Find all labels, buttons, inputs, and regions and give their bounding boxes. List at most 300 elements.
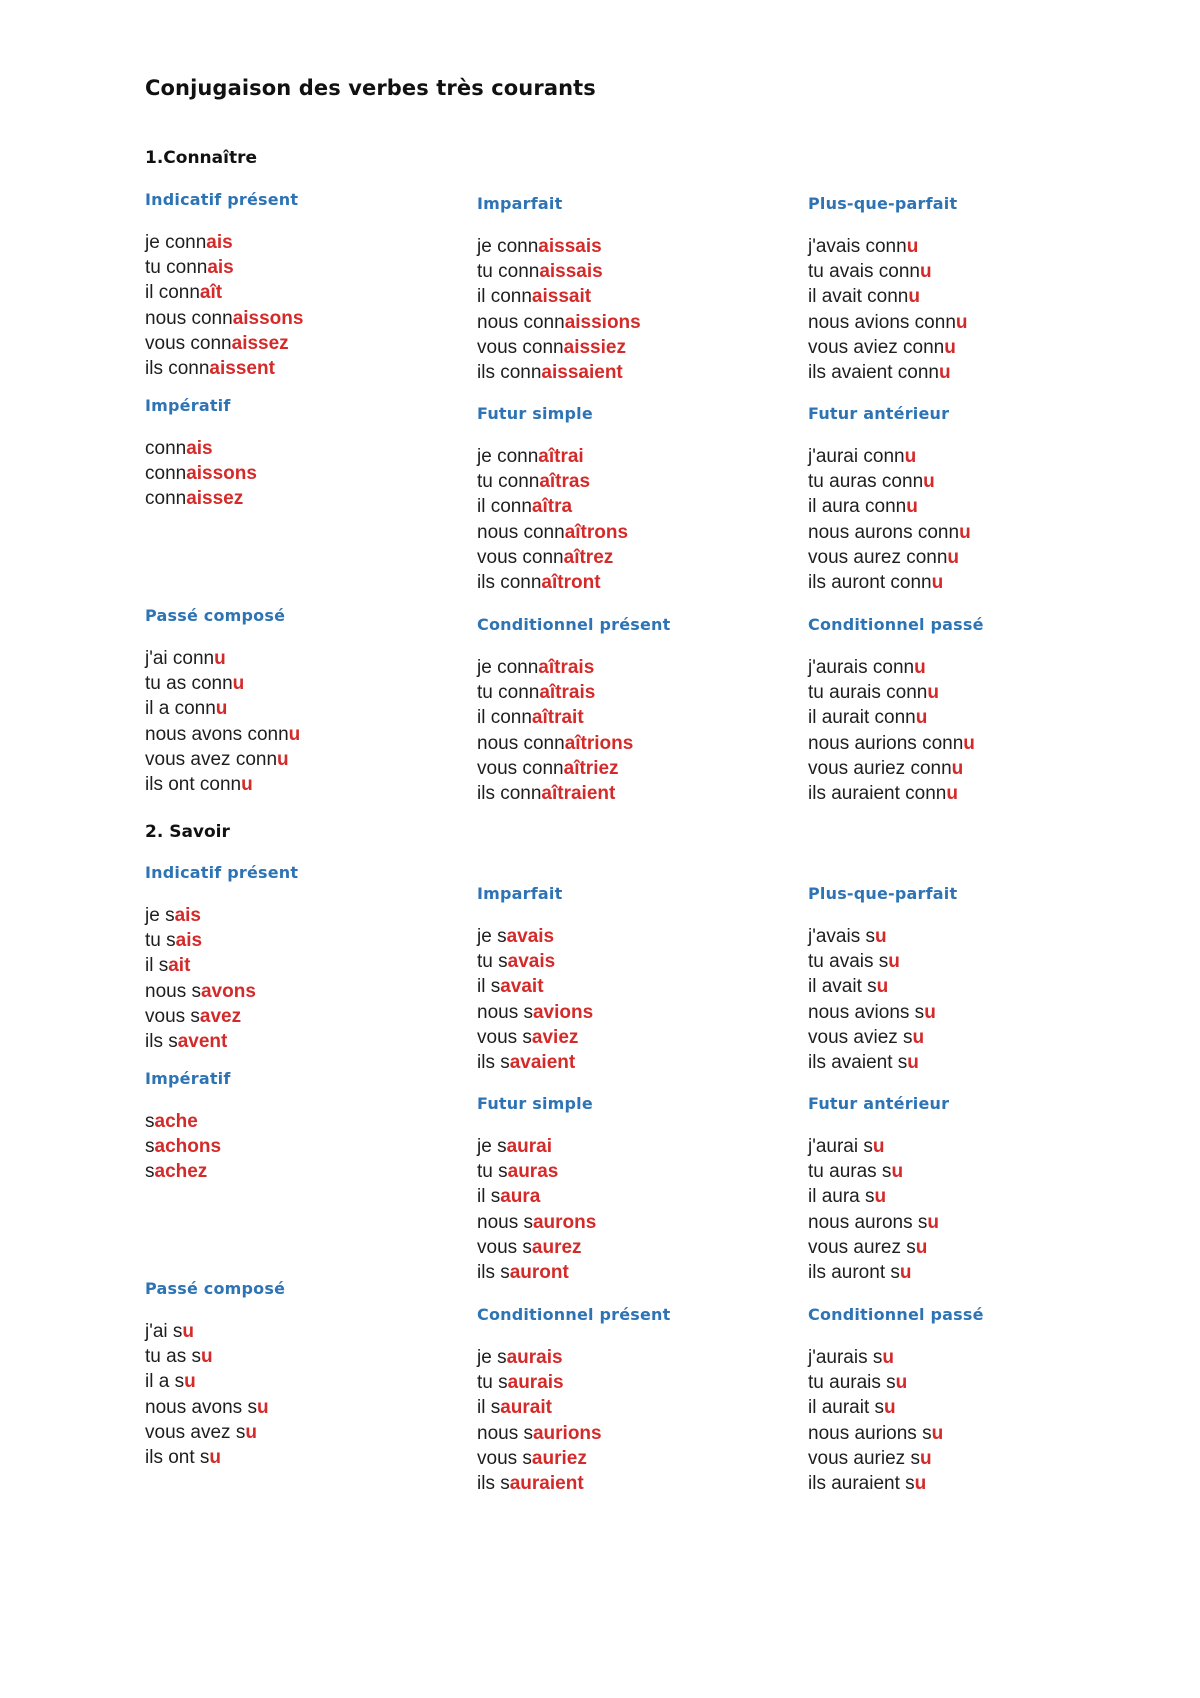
verb-ending: achez — [154, 1161, 208, 1183]
verb-stem: il aura conn — [808, 496, 907, 518]
conjugation-line — [477, 284, 777, 309]
verb-stem: nous avions conn — [808, 311, 956, 333]
verb-ending: aîtriez — [563, 757, 619, 779]
verb-ending: u — [884, 1397, 896, 1419]
verb-stem: nous conn — [477, 732, 565, 754]
verb-heading: 1.Connaître — [145, 148, 257, 168]
verb-stem: nous conn — [477, 311, 565, 333]
verb-stem: vous avez s — [145, 1421, 246, 1443]
verb-ending: avais — [506, 926, 555, 947]
verb-ending: u — [955, 311, 968, 333]
verb-ending: aissez — [231, 332, 289, 354]
verb-stem: vous auriez s — [808, 1447, 920, 1469]
verb-ending: u — [927, 1211, 939, 1233]
verb-stem: j'aurai s — [808, 1136, 873, 1157]
conjugation-line — [145, 671, 445, 696]
conjugation-line — [145, 747, 445, 772]
verb-ending: aurai — [506, 1136, 552, 1157]
tense-block-futur-anterieur — [808, 1092, 1108, 1285]
tense-heading: Conditionnel passé — [808, 615, 984, 634]
verb-stem: je conn — [477, 446, 539, 467]
verb-ending: aît — [199, 282, 223, 304]
verb-stem: il aura s — [808, 1186, 875, 1208]
conjugation-line — [808, 310, 1108, 335]
conjugation-line — [145, 1109, 445, 1134]
verb-ending: u — [882, 1347, 894, 1368]
verb-ending: u — [241, 773, 253, 795]
conjugation-line — [808, 705, 1108, 730]
conjugation-line — [145, 953, 445, 978]
conjugation-line — [477, 259, 777, 284]
verb-stem: tu avais s — [808, 951, 889, 973]
tense-heading: Plus-que-parfait — [808, 884, 958, 903]
conjugation-line — [477, 545, 777, 570]
conjugation-line — [145, 436, 445, 461]
conjugation-list — [145, 230, 445, 381]
verb-ending: u — [915, 707, 928, 729]
tense-block-futur-simple — [477, 1092, 777, 1285]
tense-heading: Plus-que-parfait — [808, 194, 958, 213]
conjugation-line — [477, 1345, 777, 1370]
conjugation-line — [808, 1370, 1108, 1395]
conjugation-line — [145, 772, 445, 797]
verb-ending: u — [906, 496, 918, 518]
verb-ending: aîtras — [539, 471, 591, 493]
verb-stem: vous conn — [477, 336, 564, 358]
tense-heading: Conditionnel passé — [808, 1305, 984, 1324]
conjugation-line — [477, 469, 777, 494]
verb-stem: il conn — [477, 496, 532, 518]
verb-ending: u — [923, 471, 935, 493]
verb-ending: aissons — [186, 463, 257, 485]
verb-ending: aissent — [209, 357, 275, 379]
verb-stem: tu auras conn — [808, 471, 924, 493]
conjugation-line — [145, 1134, 445, 1159]
verb-stem: tu s — [477, 1161, 508, 1183]
conjugation-line — [808, 284, 1108, 309]
verb-ending: u — [919, 1447, 932, 1469]
tense-heading: Futur simple — [477, 404, 593, 423]
conjugation-line — [808, 949, 1108, 974]
verb-ending: aîtraient — [541, 782, 616, 804]
verb-stem: il aurait s — [808, 1397, 885, 1419]
verb-ending: avez — [199, 1005, 242, 1027]
conjugation-line — [145, 928, 445, 953]
verb-stem: vous conn — [477, 757, 564, 779]
conjugation-list — [477, 655, 777, 806]
conjugation-line — [145, 979, 445, 1004]
conjugation-line — [808, 1345, 1108, 1370]
verb-stem: nous aurions conn — [808, 732, 964, 754]
conjugation-line — [477, 705, 777, 730]
verb-stem: je conn — [145, 232, 207, 253]
conjugation-line — [477, 1395, 777, 1420]
verb-stem: ils avaient conn — [808, 361, 939, 383]
conjugation-line — [477, 949, 777, 974]
verb-stem: ils ont conn — [145, 773, 242, 795]
verb-stem: vous conn — [477, 546, 564, 568]
tense-block-conditionnel-present — [477, 613, 777, 806]
verb-ending: aîtront — [541, 571, 601, 593]
verb-ending: aîtra — [531, 496, 573, 518]
verb-stem: vous s — [477, 1026, 532, 1048]
verb-ending: aîtrait — [531, 707, 584, 729]
verb-stem: nous aurons s — [808, 1211, 928, 1233]
conjugation-line — [145, 255, 445, 280]
conjugation-line — [808, 360, 1108, 385]
verb-stem: tu auras s — [808, 1161, 892, 1183]
conjugation-line — [808, 234, 1108, 259]
verb-stem: j'aurais conn — [808, 657, 915, 678]
conjugation-line — [477, 781, 777, 806]
verb-ending: u — [214, 648, 226, 669]
verb-ending: aurais — [506, 1347, 563, 1368]
conjugation-line — [477, 731, 777, 756]
conjugation-line — [808, 1471, 1108, 1496]
verb-stem: j'aurais s — [808, 1347, 883, 1368]
conjugation-line — [477, 335, 777, 360]
verb-ending: u — [256, 1396, 269, 1418]
verb-stem: s — [145, 1111, 155, 1132]
conjugation-line — [477, 1421, 777, 1446]
conjugation-list — [808, 1134, 1108, 1285]
verb-ending: u — [209, 1446, 222, 1468]
verb-heading: 2. Savoir — [145, 822, 230, 842]
conjugation-line — [808, 680, 1108, 705]
verb-stem: j'ai conn — [145, 648, 215, 669]
tense-block-conditionnel-passe — [808, 613, 1108, 806]
conjugation-line — [145, 1420, 445, 1445]
verb-stem: je s — [477, 1136, 507, 1157]
conjugation-line — [477, 1134, 777, 1159]
verb-ending: u — [245, 1421, 257, 1443]
page-title: Conjugaison des verbes très courants — [145, 76, 596, 100]
tense-block-imperatif — [145, 1067, 445, 1185]
verb-stem: il conn — [477, 286, 532, 308]
conjugation-line — [145, 1344, 445, 1369]
tense-block-indicatif-present — [145, 188, 445, 381]
conjugation-line — [477, 444, 777, 469]
conjugation-line — [145, 696, 445, 721]
verb-stem: je s — [145, 905, 175, 926]
conjugation-list — [477, 444, 777, 595]
verb-ending: achons — [154, 1136, 222, 1158]
verb-ending: u — [908, 286, 920, 308]
verb-stem: il s — [477, 976, 501, 998]
conjugation-line — [477, 1471, 777, 1496]
verb-ending: aîtrais — [538, 657, 595, 678]
verb-ending: aissais — [539, 261, 603, 283]
conjugation-line — [808, 756, 1108, 781]
conjugation-line — [145, 230, 445, 255]
tense-block-plus-que-parfait — [808, 882, 1108, 1075]
verb-stem: ils auraient conn — [808, 782, 947, 804]
conjugation-line — [145, 1029, 445, 1054]
conjugation-line — [477, 1000, 777, 1025]
verb-ending: avent — [177, 1030, 228, 1052]
verb-ending: u — [931, 1422, 944, 1444]
conjugation-line — [145, 1319, 445, 1344]
verb-ending: u — [927, 682, 939, 704]
conjugation-line — [808, 1050, 1108, 1075]
tense-heading: Imparfait — [477, 884, 563, 903]
verb-stem: ils conn — [145, 357, 210, 379]
conjugation-list — [145, 1319, 445, 1470]
verb-ending: u — [904, 446, 917, 467]
verb-ending: ais — [186, 438, 213, 459]
verb-stem: ils s — [477, 1472, 510, 1494]
verb-stem: il s — [145, 955, 169, 977]
verb-ending: u — [182, 1321, 195, 1342]
verb-ending: u — [946, 782, 958, 804]
verb-ending: ais — [175, 930, 203, 952]
verb-ending: u — [874, 1186, 887, 1208]
conjugation-line — [808, 974, 1108, 999]
conjugation-line — [808, 924, 1108, 949]
verb-ending: u — [872, 1136, 885, 1157]
verb-stem: vous auriez conn — [808, 757, 952, 779]
verb-stem: nous aurions s — [808, 1422, 932, 1444]
verb-ending: ais — [207, 257, 234, 279]
tense-heading: Futur antérieur — [808, 404, 950, 423]
tense-block-passe-compose — [145, 604, 445, 797]
verb-ending: u — [938, 361, 951, 383]
conjugation-line — [808, 1260, 1108, 1285]
verb-stem: tu s — [477, 1372, 508, 1394]
conjugation-line — [808, 545, 1108, 570]
verb-stem: tu conn — [477, 261, 540, 283]
verb-ending: aurait — [500, 1397, 552, 1419]
verb-ending: aissais — [538, 236, 602, 257]
conjugation-line — [477, 680, 777, 705]
conjugation-list — [145, 646, 445, 797]
conjugation-line — [477, 234, 777, 259]
conjugation-line — [477, 310, 777, 335]
conjugation-line — [145, 722, 445, 747]
verb-ending: u — [906, 236, 919, 257]
conjugation-line — [145, 331, 445, 356]
verb-ending: aîtrez — [563, 546, 614, 568]
verb-stem: il s — [477, 1397, 501, 1419]
conjugation-list — [477, 234, 777, 385]
verb-stem: nous s — [477, 1001, 533, 1023]
tense-heading: Indicatif présent — [145, 863, 299, 882]
conjugation-line — [145, 1395, 445, 1420]
verb-ending: auras — [507, 1161, 559, 1183]
conjugation-line — [808, 1000, 1108, 1025]
verb-ending: u — [959, 521, 971, 543]
verb-ending: u — [924, 1001, 936, 1023]
conjugation-line — [145, 306, 445, 331]
conjugation-list — [808, 924, 1108, 1075]
conjugation-line — [477, 655, 777, 680]
verb-ending: aissez — [186, 488, 244, 510]
verb-stem: il conn — [477, 707, 532, 729]
conjugation-line — [808, 1446, 1108, 1471]
tense-heading: Passé composé — [145, 606, 286, 625]
conjugation-line — [477, 1370, 777, 1395]
conjugation-line — [477, 570, 777, 595]
tense-heading: Conditionnel présent — [477, 1305, 671, 1324]
conjugation-list — [477, 1345, 777, 1496]
verb-ending: u — [277, 748, 289, 770]
verb-stem: nous avons conn — [145, 723, 289, 745]
conjugation-line — [477, 1025, 777, 1050]
verb-stem: nous aurons conn — [808, 521, 960, 543]
verb-ending: avons — [200, 980, 256, 1002]
conjugation-line — [477, 1159, 777, 1184]
verb-ending: aurez — [531, 1236, 582, 1258]
conjugation-list — [145, 903, 445, 1054]
verb-stem: j'avais s — [808, 926, 875, 947]
verb-stem: nous avions s — [808, 1001, 925, 1023]
verb-ending: aîtrions — [564, 732, 634, 754]
verb-ending: u — [288, 723, 301, 745]
conjugation-line — [477, 974, 777, 999]
verb-stem: tu aurais s — [808, 1372, 896, 1394]
verb-ending: u — [914, 1472, 927, 1494]
tense-heading: Indicatif présent — [145, 190, 299, 209]
verb-ending: u — [915, 1236, 928, 1258]
verb-stem: ils avaient s — [808, 1051, 908, 1073]
conjugation-line — [477, 1210, 777, 1235]
verb-ending: u — [891, 1161, 904, 1183]
verb-stem: nous avons s — [145, 1396, 257, 1418]
conjugation-line — [145, 1159, 445, 1184]
verb-ending: aissaient — [541, 361, 623, 383]
verb-stem: vous aviez s — [808, 1026, 913, 1048]
verb-ending: u — [919, 261, 932, 283]
tense-heading: Futur simple — [477, 1094, 593, 1113]
conjugation-list — [477, 1134, 777, 1285]
conjugation-line — [808, 335, 1108, 360]
verb-stem: conn — [145, 488, 187, 510]
verb-stem: tu s — [145, 930, 176, 952]
verb-ending: ait — [168, 955, 191, 977]
conjugation-line — [808, 1134, 1108, 1159]
verb-stem: vous aurez s — [808, 1236, 916, 1258]
verb-ending: u — [200, 1346, 213, 1368]
verb-stem: j'ai s — [145, 1321, 183, 1342]
conjugation-line — [477, 494, 777, 519]
conjugation-line — [145, 486, 445, 511]
verb-stem: ils auront s — [808, 1261, 900, 1283]
conjugation-list — [145, 436, 445, 512]
verb-ending: avais — [507, 951, 556, 973]
verb-ending: aura — [500, 1186, 541, 1208]
verb-ending: u — [944, 336, 956, 358]
conjugation-line — [808, 1421, 1108, 1446]
verb-ending: ais — [174, 905, 201, 926]
verb-ending: u — [931, 571, 944, 593]
verb-stem: s — [145, 1136, 155, 1158]
verb-stem: nous conn — [145, 307, 233, 329]
verb-ending: avions — [532, 1001, 594, 1023]
verb-ending: u — [963, 732, 975, 754]
tense-heading: Impératif — [145, 396, 231, 415]
verb-stem: il s — [477, 1186, 501, 1208]
verb-ending: u — [895, 1372, 908, 1394]
verb-ending: aurais — [507, 1372, 564, 1394]
verb-ending: avaient — [509, 1051, 576, 1073]
verb-stem: ils ont s — [145, 1446, 210, 1468]
verb-ending: aurons — [532, 1211, 597, 1233]
tense-block-imparfait — [477, 192, 777, 385]
conjugation-line — [808, 655, 1108, 680]
verb-ending: ais — [206, 232, 233, 253]
verb-ending: aîtrons — [564, 521, 629, 543]
verb-ending: avait — [500, 976, 544, 998]
tense-block-futur-simple — [477, 402, 777, 595]
verb-stem: nous conn — [477, 521, 565, 543]
verb-stem: ils conn — [477, 782, 542, 804]
verb-stem: vous aurez conn — [808, 546, 948, 568]
verb-stem: tu avais conn — [808, 261, 920, 283]
conjugation-list — [145, 1109, 445, 1185]
verb-stem: tu as conn — [145, 673, 233, 695]
verb-ending: u — [874, 926, 887, 947]
verb-stem: ils auront conn — [808, 571, 932, 593]
conjugation-line — [145, 903, 445, 928]
verb-ending: ache — [154, 1111, 198, 1132]
conjugation-line — [145, 646, 445, 671]
conjugation-line — [808, 1025, 1108, 1050]
conjugation-line — [808, 1210, 1108, 1235]
verb-stem: j'aurai conn — [808, 446, 905, 467]
tense-heading: Passé composé — [145, 1279, 286, 1298]
conjugation-line — [477, 1260, 777, 1285]
conjugation-line — [477, 1446, 777, 1471]
verb-ending: aurions — [532, 1422, 602, 1444]
verb-stem: tu s — [477, 951, 508, 973]
verb-ending: u — [914, 657, 926, 678]
verb-stem: nous s — [477, 1211, 533, 1233]
tense-block-futur-anterieur — [808, 402, 1108, 595]
conjugation-line — [808, 469, 1108, 494]
verb-ending: u — [184, 1371, 196, 1393]
conjugation-line — [808, 781, 1108, 806]
verb-ending: auraient — [509, 1472, 584, 1494]
tense-block-imperatif — [145, 394, 445, 512]
verb-stem: il a s — [145, 1371, 185, 1393]
conjugation-line — [808, 1235, 1108, 1260]
conjugation-line — [808, 1159, 1108, 1184]
tense-block-plus-que-parfait — [808, 192, 1108, 385]
verb-ending: aîtrais — [539, 682, 596, 704]
verb-stem: ils s — [145, 1030, 178, 1052]
conjugation-line — [145, 1004, 445, 1029]
verb-ending: aissiez — [563, 336, 626, 358]
verb-ending: aviez — [531, 1026, 579, 1048]
conjugation-line — [477, 1235, 777, 1260]
verb-stem: s — [145, 1161, 155, 1183]
conjugation-line — [808, 570, 1108, 595]
verb-stem: je s — [477, 1347, 507, 1368]
conjugation-line — [808, 444, 1108, 469]
conjugation-line — [477, 756, 777, 781]
verb-stem: il a conn — [145, 698, 216, 720]
verb-stem: j'avais conn — [808, 236, 907, 257]
verb-ending: u — [888, 951, 900, 973]
conjugation-list — [808, 234, 1108, 385]
verb-stem: vous avez conn — [145, 748, 278, 770]
verb-stem: ils s — [477, 1051, 510, 1073]
verb-stem: il avait s — [808, 976, 877, 998]
conjugation-list — [808, 655, 1108, 806]
conjugation-line — [477, 520, 777, 545]
verb-stem: tu conn — [477, 682, 540, 704]
verb-ending: u — [876, 976, 889, 998]
